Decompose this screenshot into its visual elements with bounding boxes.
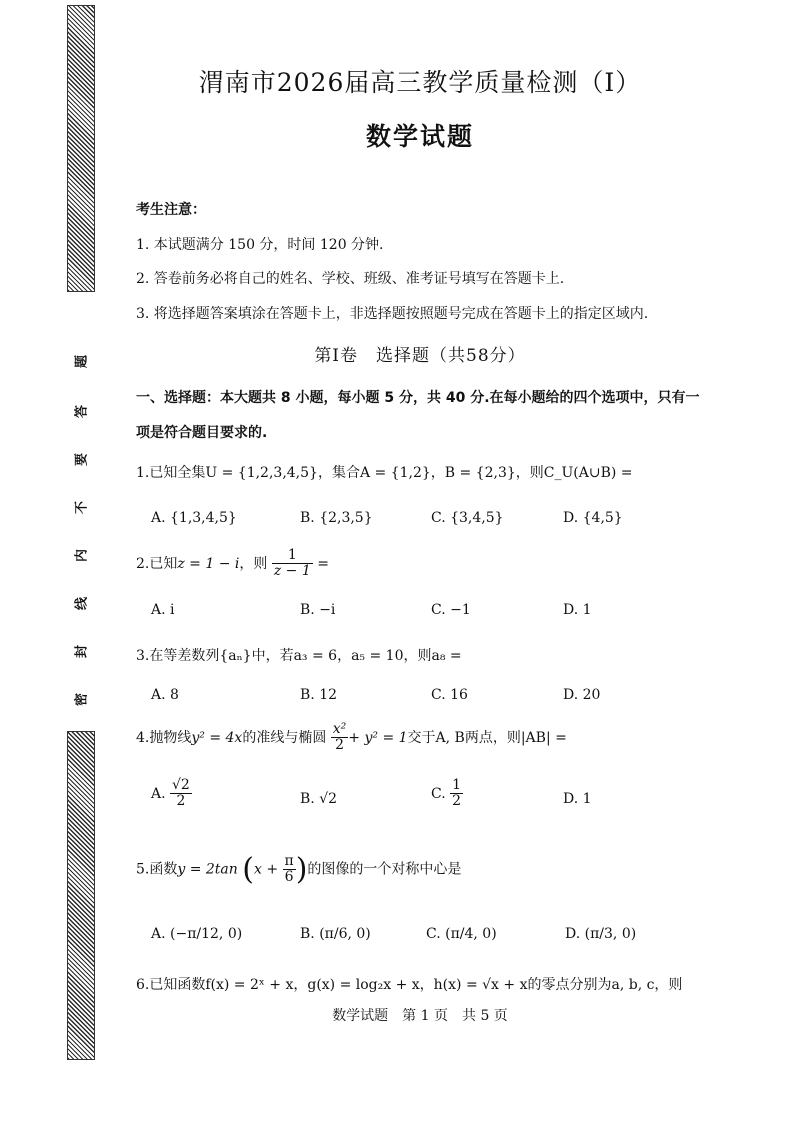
q3-option-a: A. 8 xyxy=(151,687,179,703)
q1-option-a: A. {1,3,4,5} xyxy=(151,510,237,526)
q5-suffix: 的图像的一个对称中心是 xyxy=(307,861,462,878)
seal-char: 密 xyxy=(74,693,90,707)
q5-option-a: A. (−π/12, 0) xyxy=(151,926,243,942)
q2-tail: = xyxy=(317,555,329,572)
question-2-stem xyxy=(136,548,329,580)
q4-a-den: 2 xyxy=(176,793,186,810)
binding-hatch-bottom xyxy=(67,731,95,1060)
q5-prefix: 5.函数 xyxy=(136,861,178,878)
notice-item: 2. 答卷前务必将自己的姓名、学校、班级、准考证号填写在答题卡上. xyxy=(136,271,565,287)
binding-hatch-top xyxy=(67,5,95,292)
seal-char: 不 xyxy=(74,501,90,515)
q5-option-c: C. (π/4, 0) xyxy=(426,926,497,942)
question-3-stem: 3.在等差数列{aₙ}中，若a₃ = 6，a₅ = 10，则a₈ = xyxy=(136,648,462,664)
q4-prefix: 4.抛物线 xyxy=(136,729,192,746)
q5-pi-den: 6 xyxy=(284,869,294,885)
part-instructions: 一、选择题：本大题共 8 小题，每小题 5 分，共 40 分.在每小题给的四个选项中，只有一 xyxy=(136,390,700,406)
q5-paren-left: ( xyxy=(242,852,254,887)
q5-option-d: D. (π/3, 0) xyxy=(565,926,637,942)
q4-c-label: C. xyxy=(431,785,446,802)
q5-pi-num: π xyxy=(284,852,294,869)
exam-subtitle: 数学试题 xyxy=(365,122,474,151)
q1-option-b: B. {2,3,5} xyxy=(300,510,373,526)
q4-option-c xyxy=(431,778,463,810)
q4-c-num: 1 xyxy=(452,777,462,793)
q4-ellipse-fraction xyxy=(331,722,349,754)
q2-option-b: B. −i xyxy=(300,602,336,618)
question-4-stem xyxy=(136,722,567,754)
page-footer: 数学试题 第 1 页 共 5 页 xyxy=(332,1008,508,1024)
seal-char: 内 xyxy=(74,549,90,563)
q2-option-d: D. 1 xyxy=(563,602,592,618)
exam-title: 渭南市2026届高三教学质量检测（Ⅰ） xyxy=(198,68,642,97)
q4-option-a xyxy=(151,778,192,810)
q3-option-d: D. 20 xyxy=(563,687,601,703)
q2-frac-den: z − 1 xyxy=(273,563,311,580)
q4-c-den: 2 xyxy=(452,793,462,810)
seal-char: 题 xyxy=(74,355,90,369)
seal-char: 封 xyxy=(74,645,90,659)
q1-option-d: D. {4,5} xyxy=(563,510,623,526)
question-5-stem xyxy=(136,852,461,887)
q5-arg-left: x + xyxy=(253,861,279,878)
section-title: 第Ⅰ卷 选择题（共58分） xyxy=(314,346,526,366)
q4-mid: 的准线与椭圆 xyxy=(242,729,327,746)
q5-option-b: B. (π/6, 0) xyxy=(300,926,371,942)
q3-option-c: C. 16 xyxy=(431,687,468,703)
q5-paren-right: ) xyxy=(295,852,308,887)
q2-option-a: A. i xyxy=(151,602,175,618)
q4-suffix: 交于A, B两点，则|AB| = xyxy=(407,729,567,746)
q2-mid: ，则 xyxy=(239,555,268,572)
seal-char: 答 xyxy=(74,405,90,419)
seal-char: 线 xyxy=(74,597,90,611)
q4-ellipse-den: 2 xyxy=(335,737,344,754)
q2-expr: z = 1 − i xyxy=(177,555,240,572)
part-instructions: 项是符合题目要求的. xyxy=(136,425,268,441)
q5-func: y = 2tan xyxy=(177,861,238,878)
q2-frac-num: 1 xyxy=(272,548,313,564)
q4-a-fraction xyxy=(170,778,192,810)
q4-ellipse-num: x² xyxy=(332,721,347,737)
notice-heading: 考生注意： xyxy=(136,202,206,218)
q4-a-label: A. xyxy=(151,785,166,802)
q4-option-b: B. √2 xyxy=(300,791,338,807)
q4-option-d: D. 1 xyxy=(563,791,592,807)
question-6-stem: 6.已知函数f(x) = 2ˣ + x，g(x) = log₂x + x，h(x) = √x + x的零点分别为a, b, c，则 xyxy=(136,977,683,993)
q4-c-fraction xyxy=(450,778,463,810)
notice-item: 3. 将选择题答案填涂在答题卡上，非选择题按照题号完成在答题卡上的指定区域内. xyxy=(136,306,649,322)
q2-prefix: 2.已知 xyxy=(136,555,178,572)
q1-option-c: C. {3,4,5} xyxy=(431,510,504,526)
notice-item: 1. 本试题满分 150 分，时间 120 分钟. xyxy=(136,237,384,253)
q4-parabola: y² = 4x xyxy=(191,729,243,746)
q4-a-num: √2 xyxy=(172,777,190,793)
q4-ellipse-tail: + y² = 1 xyxy=(348,729,408,746)
question-1-stem: 1.已知全集U = {1,2,3,4,5}，集合A = {1,2}，B = {2,3}，则C_U(A∪B) = xyxy=(136,465,633,481)
q2-fraction xyxy=(272,548,313,580)
seal-char: 要 xyxy=(74,453,90,467)
q2-option-c: C. −1 xyxy=(431,602,471,618)
q3-option-b: B. 12 xyxy=(300,687,338,703)
q5-pi-fraction xyxy=(283,854,296,886)
